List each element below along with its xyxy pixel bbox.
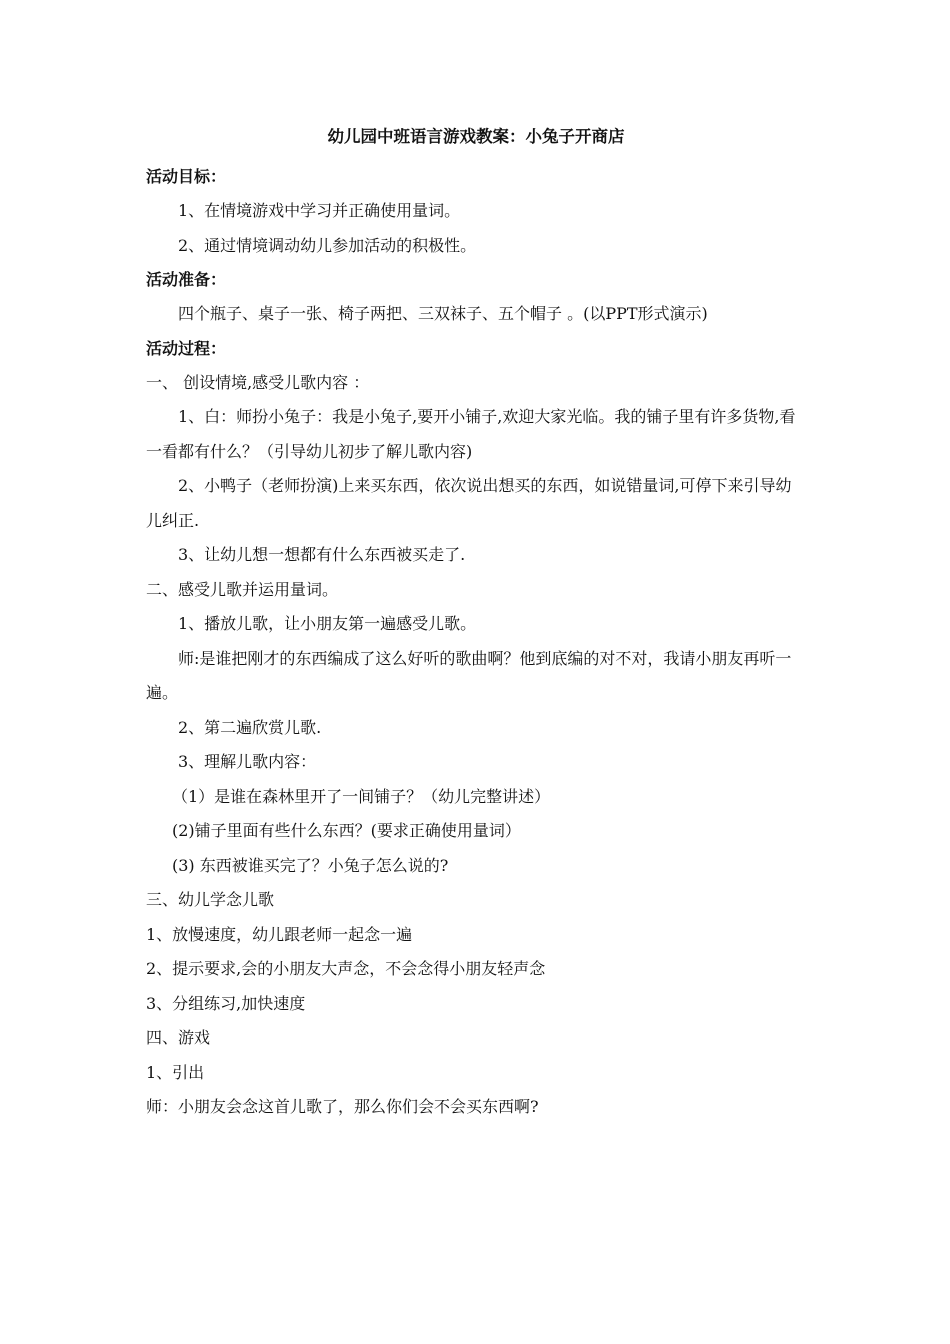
sub-item: (3) 东西被谁买完了？小兔子怎么说的? [172, 855, 449, 875]
document-body [146, 124, 806, 1125]
section-title: 三、幼儿学念儿歌 [146, 890, 275, 909]
process-heading: 活动过程： [146, 338, 227, 358]
section-title: 一、 创设情境,感受儿歌内容 ： [146, 372, 370, 392]
section-item: 1、放慢速度，幼儿跟老师一起念一遍 [146, 924, 413, 944]
goals-heading: 活动目标： [146, 167, 227, 186]
section-item: 2、小鸭子（老师扮演)上来买东西，依次说出想买的东西，如说错量词,可停下来引导幼儿纠正. [146, 476, 792, 530]
section-item: 1、播放儿歌，让小朋友第一遍感受儿歌。 [178, 614, 477, 633]
section-title: 四、游戏 [146, 1028, 211, 1047]
sub-item: (2)铺子里面有些什么东西？(要求正确使用量词） [172, 821, 521, 840]
section-item: 1、白：师扮小兔子：我是小兔子,要开小铺子,欢迎大家光临。我的铺子里有许多货物,看一看都有什么？（引导幼儿初步了解儿歌内容) [146, 407, 796, 461]
section-item: 3、分组练习,加快速度 [146, 993, 306, 1013]
goal-item: 1、在情境游戏中学习并正确使用量词。 [178, 201, 461, 220]
section-item: 师：小朋友会念这首儿歌了，那么你们会不会买东西啊? [146, 1097, 539, 1116]
section-title: 二、感受儿歌并运用量词。 [146, 579, 339, 599]
section-item: 3、让幼儿想一想都有什么东西被买走了. [178, 545, 466, 564]
document-title: 幼儿园中班语言游戏教案：小兔子开商店 [327, 127, 625, 146]
section-item: 师:是谁把刚才的东西编成了这么好听的歌曲啊？他到底编的对不对，我请小朋友再听一遍。 [146, 648, 792, 702]
sub-item: （1）是谁在森林里开了一间铺子？（幼儿完整讲述） [172, 786, 551, 806]
section-item: 3、理解儿歌内容： [178, 752, 317, 771]
section-item: 2、第二遍欣赏儿歌. [178, 717, 322, 737]
prep-heading: 活动准备： [146, 270, 227, 289]
prep-text: 四个瓶子、桌子一张、椅子两把、三双袜子、五个帽子 。(以PPT形式演示) [178, 304, 708, 323]
section-item: 2、提示要求,会的小朋友大声念，不会念得小朋友轻声念 [146, 959, 546, 978]
goal-item: 2、通过情境调动幼儿参加活动的积极性。 [178, 235, 477, 255]
section-item: 1、引出 [146, 1062, 205, 1082]
